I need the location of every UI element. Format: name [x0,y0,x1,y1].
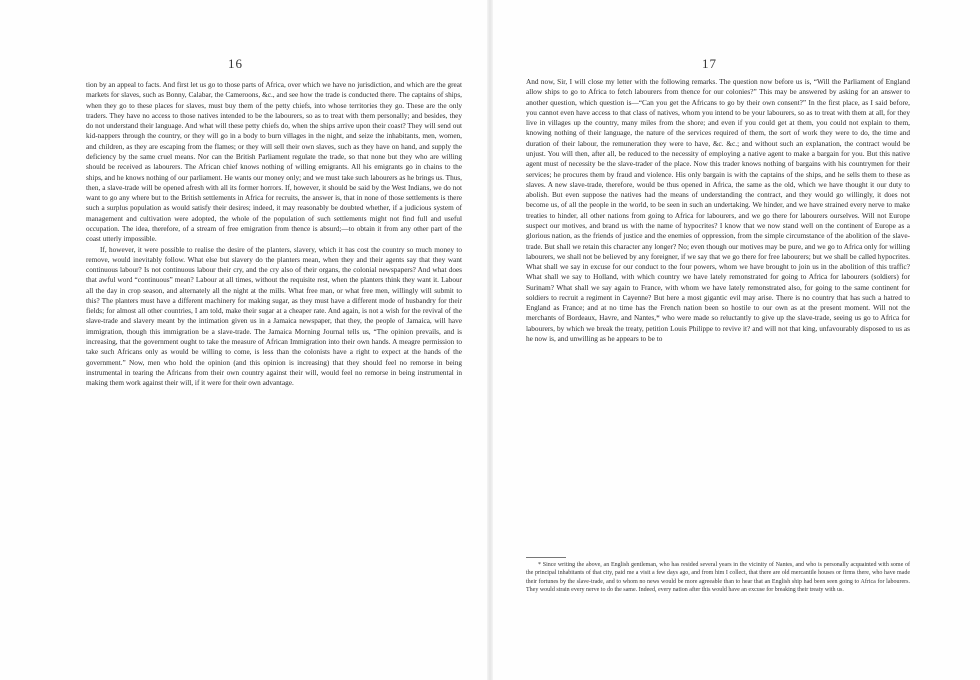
page-number-right: 17 [702,56,717,71]
paragraph: And now, Sir, I will close my letter with the following remarks. The question now before us is, “Will the Parliament of England allow ships to go to Africa to fetch labourers from thence for our colonies?” This may be answered by asking for an answer to another question, which question is—“Can you get the Africans to go by their own consent?” In the first place, as I said before, you cannot even have access to that class of natives, whom you intend to be your labourers, so as to treat with them at all, for they live in villages up the country, many miles from the shore; and even if you could get at them, you could not explain to them, knowing nothing of their language, the nature of the services required of them, the sort of work they were to do, the time and duration of their labour, the remuneration they were to have, &c. &c.; and without such an explanation, the contract would be unjust. You will then, after all, be reduced to the necessity of employing a native agent to make a bargain for you. But this native agent must of necessity be the slave-trader of the place. Now this trader knows nothing of bargains with his countrymen for their services; he procures them by fraud and violence. His only bargain is with the captains of the ships, and he sells them to these as slaves. A new slave-trade, therefore, would be thus opened in Africa, the same as the old, which we have thought it our duty to abolish. But even suppose the natives had the means of understanding the contract, and they would go willingly, it does not become us, of all the people in the world, to be seen in such an undertaking. We hinder, and we have strained every nerve to make treaties to hinder, all other nations from going to Africa for labourers, and we go there for labourers ourselves. Will not Europe suspect our motives, and brand us with the name of hypocrites? I know that we now stand well on the continent of Europe as a glorious nation, as the friends of justice and the enemies of oppression, from the simple circumstance of the abolition of the slave-trade. But shall we retain this character any longer? No; even though our motives may be pure, and we go to Africa only for willing labourers, we shall not be believed by any foreigner, if we say that we go there for free labourers; but we shall be called hypocrites. What shall we say in excuse for our conduct to the four powers, whom we have brought to join us in the abolition of this traffic? What shall we say to Holland, with which country we have lately remonstrated for going to Africa for labourers (soldiers) for Surinam? What shall we say again to France, with whom we have lately remonstrated also, for going to the same continent for soldiers to recruit a regiment in Cayenne? But here a most gigantic evil may arise. There is no country that has such a hatred to England as France; and at no time has the French nation been so hostile to our own as at the present moment. Will not the merchants of Bordeaux, Havre, and Nantes,* who were made so reluctantly to give up the slave-trade, seeing us go to Africa for labourers, by which we break the treaty, petition Louis Philippe to revive it? and will not that king, unfavourably disposed to us as he now is, and unwilling as he appears to be to [526,77,910,344]
paragraph: tion by an appeal to facts. And first let us go to those parts of Africa, over which we have no jurisdiction, and which are the great markets for slaves, such as Bonny, Calabar, the Cameroons, &c., and see how the trade is conducted there. The captains of ships, when they go to these places for slaves, must buy them of the petty chiefs, into whose territories they go. These are the only traders. They have no access to those natives intended to be the labourers, so as to treat with them personally; and besides, they do not understand their language. And what will these petty chiefs do, when the ships arrive upon their coast? They will send out kid-nappers through the country, or they will go in a body to burn villages in the night, and seize the inhabitants, men, women, and children, as they are escaping from the flames; or they will sell their own slaves, such as they have on hand, and supply the deficiency by the same cruel means. Nor can the British Parliament regulate the trade, so that none but they who are willing should be received as labourers. The African chief knows nothing of willing emigrants. All his emigrants go in chains to the ships, and he knows nothing of our parliament. He wants our money only; and we must take such labourers as he brings us. Thus, then, a slave-trade will be opened afresh with all its former horrors. If, however, it should be said by the West Indians, we do not want to go any where but to the British settlements in Africa for recruits, the answer is, that in none of those settlements is there such a surplus population as would satisfy their desires; indeed, it may reasonably be doubted whether, if a judicious system of management and cultivation were adopted, the whole of the population of such settlements might not find full and useful occupation. The idea, therefore, of a stream of free emigration from thence is absurd;—to obtain it from any other part of the coast utterly impossible. [86,81,462,244]
right-page-text [526,77,910,344]
footnote-rule [526,557,566,558]
page-number-left: 16 [228,56,243,71]
footnote-text: * Since writing the above, an English gentleman, who has resided several years in the vicinity of Nantes, and who is personally acquainted with some of the principal inhabitants of that city, paid me a visit a few days ago, and from him I collect, that there are old mercantile houses or firms there, who have made their fortunes by the slave-trade, and to whom no news would be more agreeable than to hear that an English ship had been seen going to Africa for labourers. They would strain every nerve to do the same. Indeed, every nation after this would have an excuse for breaking their treaty with us. [526,562,910,594]
paragraph: If, however, it were possible to realise the desire of the planters, slavery, which it has cost the country so much money to remove, would inevitably follow. What else but slavery do the planters mean, when they and their agents say that they want continuous labour? Is not continuous labour their cry, and the cry also of their organs, the colonial newspapers? And what does that awful word “continuous” mean? Labour at all times, without the requisite rest, when the planters think they want it. Labour all the day in crop season, and alternately all the night at the mills. What free man, or what free men, willingly will submit to this? The planters must have a different machinery for making sugar, as they must have a different mode of husbandry for their fields; for almost all other countries, I am told, make their sugar at a cheaper rate. And again, is not a wish for the revival of the slave-trade and slavery meant by the intimation given us in a Jamaica newspaper, that they, the people of Jamaica, will have immigration, though this immigration be a slave-trade. The Jamaica Morning Journal tells us, “The opinion prevails, and is increasing, that the government ought to take the measure of African Immigration into their own hands. A meagre permission to take such Africans only as would be willing to come, is less than the colonists have a right to expect at the hands of the government.” Now, men who hold the opinion (and this opinion is increasing) that they should feel no remorse in being instrumental in tearing the Africans from their own country against their will, would feel no remorse in being instrumental in making them work against their will, if it were for their own advantage. [86,245,462,388]
left-page-text [86,80,462,388]
footnote [526,561,910,595]
right-page [490,0,980,680]
